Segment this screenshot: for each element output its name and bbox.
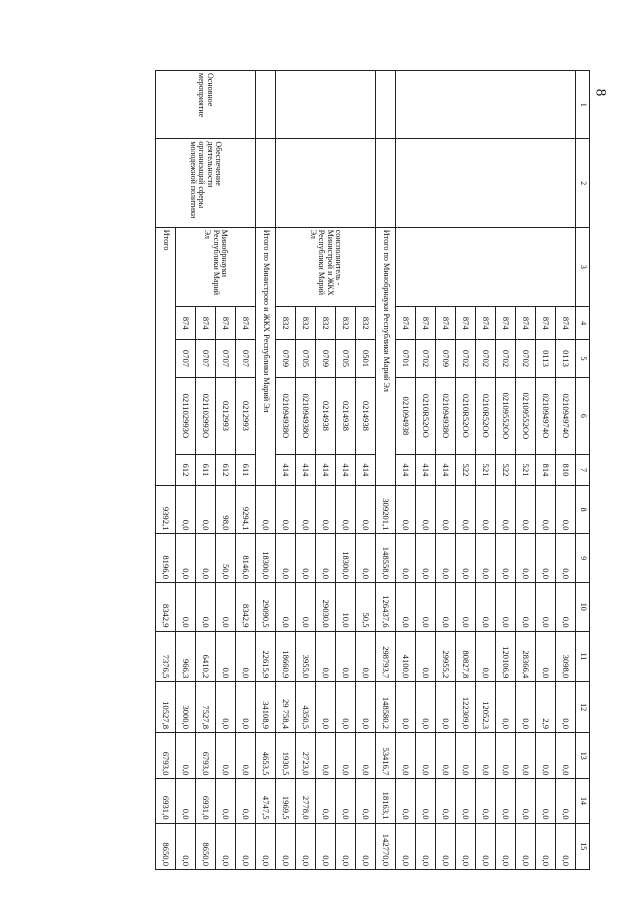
table-cell: 0,0	[396, 682, 416, 733]
total-value: 4653,5	[256, 733, 276, 779]
table-cell: 832	[296, 307, 316, 340]
table-cell: 414	[316, 455, 336, 486]
table-cell: 0214938	[316, 377, 336, 454]
table-cell: 612	[216, 455, 236, 486]
column-number: 2	[576, 139, 590, 227]
total-empty	[376, 139, 396, 227]
table-cell: 021102993О	[176, 377, 196, 454]
table-cell: 0,0	[236, 631, 256, 682]
table-cell: 0,0	[216, 779, 236, 823]
column-number: 7	[576, 455, 590, 486]
table-cell: 874	[496, 307, 516, 340]
table-cell: 0,0	[356, 682, 376, 733]
table-cell: 0709	[276, 340, 296, 378]
table-cell: 0702	[416, 340, 436, 378]
table-cell: 0113	[536, 340, 556, 378]
table-cell: 0,0	[556, 682, 576, 733]
table-cell: 0,0	[296, 583, 316, 632]
table-cell: 611	[196, 455, 216, 486]
table-cell: 0,0	[556, 733, 576, 779]
table-cell: 6931,0	[196, 779, 216, 823]
total-label: Итого	[156, 227, 176, 485]
table-cell: 021094938О	[296, 377, 316, 454]
table-cell: 2723,0	[296, 733, 316, 779]
table-cell: 0,0	[556, 779, 576, 823]
table-cell: 832	[276, 307, 296, 340]
table-cell: 0,0	[336, 823, 356, 869]
table-cell: 966,3	[176, 631, 196, 682]
column-number: 5	[576, 340, 590, 378]
table-cell: 0,0	[416, 682, 436, 733]
table-cell: 1969,5	[276, 779, 296, 823]
table-cell: 0707	[196, 340, 216, 378]
table-cell: 814	[536, 455, 556, 486]
table-cell: 0,0	[316, 631, 336, 682]
total-value: 0,0	[256, 823, 276, 869]
table-cell: 0,0	[236, 682, 256, 733]
table-cell: 0,0	[536, 733, 556, 779]
table-cell: 874	[216, 307, 236, 340]
table-cell: 874	[236, 307, 256, 340]
table-cell: 0,0	[336, 733, 356, 779]
table-cell: 021094938О	[276, 377, 296, 454]
total-value: 298793,7	[376, 631, 396, 682]
table-cell: 0,0	[516, 733, 536, 779]
total-value: 4747,5	[256, 779, 276, 823]
table-cell: 0,0	[536, 485, 556, 534]
table-cell: 0,0	[276, 583, 296, 632]
table-cell: 0,0	[456, 733, 476, 779]
total-value: 126437,6	[376, 583, 396, 632]
column-number: 9	[576, 534, 590, 583]
table-cell: 0,0	[336, 779, 356, 823]
table-cell: 0,0	[436, 733, 456, 779]
total-value: 22615,9	[256, 631, 276, 682]
table-cell: 0,0	[416, 631, 436, 682]
table-cell: 874	[396, 307, 416, 340]
table-cell: 0,0	[336, 485, 356, 534]
table-cell: 522	[496, 455, 516, 486]
table-cell: 0,0	[196, 583, 216, 632]
table-cell: 0,0	[496, 485, 516, 534]
total-value: 6931,0	[156, 779, 176, 823]
table-cell: 0,0	[436, 682, 456, 733]
table-cell: 874	[556, 307, 576, 340]
total-value: 7376,5	[156, 631, 176, 682]
table-cell: 18660,9	[276, 631, 296, 682]
table-cell: 0210R52ОО	[416, 377, 436, 454]
table-cell: 0,0	[196, 485, 216, 534]
table-cell: 0,0	[176, 534, 196, 583]
table-cell: 18300,0	[336, 534, 356, 583]
table-cell: 98,0	[216, 485, 236, 534]
table-cell: 0,0	[416, 534, 436, 583]
table-cell: 0,0	[536, 583, 556, 632]
table-cell: 0,0	[396, 733, 416, 779]
total-value: 8196,0	[156, 534, 176, 583]
description-cell-empty	[276, 139, 376, 227]
column-number: 14	[576, 779, 590, 823]
table-cell: 874	[516, 307, 536, 340]
table-cell: 611	[236, 455, 256, 486]
table-cell: 0,0	[456, 823, 476, 869]
total-value: 53416,7	[376, 733, 396, 779]
table-cell: 0,0	[296, 823, 316, 869]
table-cell: 874	[416, 307, 436, 340]
total-label: Итого по Минобрнауки Республики Марий Эл	[376, 227, 396, 485]
total-value: 0,0	[256, 485, 276, 534]
total-value: 34108,9	[256, 682, 276, 733]
total-row	[376, 71, 396, 870]
table-cell: 0,0	[476, 583, 496, 632]
total-empty	[256, 139, 276, 227]
activity-description: Обеспечение деятельности организаций сферы молодежной политики	[156, 139, 256, 227]
table-cell: 521	[516, 455, 536, 486]
table-cell: 0,0	[216, 631, 236, 682]
table-cell: 6793,0	[196, 733, 216, 779]
table-cell: 0214938	[356, 377, 376, 454]
table-cell: 0,0	[356, 534, 376, 583]
table-cell: 0,0	[236, 733, 256, 779]
table-cell: 0,0	[296, 485, 316, 534]
column-number: 4	[576, 307, 590, 340]
table-cell: 0,0	[216, 583, 236, 632]
table-cell: 0,0	[216, 823, 236, 869]
table-cell: 0,0	[176, 583, 196, 632]
table-cell: 0,0	[496, 823, 516, 869]
total-value: 148580,2	[376, 682, 396, 733]
table-cell: 0,0	[456, 534, 476, 583]
table-cell: 0,0	[356, 485, 376, 534]
table-cell: 832	[316, 307, 336, 340]
table-cell: 521	[476, 455, 496, 486]
total-value: 10527,8	[156, 682, 176, 733]
total-label: Итого по Министрою и ЖКХ Республики Марий Эл	[256, 227, 276, 485]
table-cell: 0701	[396, 340, 416, 378]
table-cell: 0,0	[356, 823, 376, 869]
table-cell: 0,0	[236, 779, 256, 823]
table-cell: 6410,2	[196, 631, 216, 682]
total-value: 309201,1	[376, 485, 396, 534]
table-cell: 8342,9	[236, 583, 256, 632]
table-cell: 0,0	[536, 823, 556, 869]
description-cell-empty	[396, 139, 576, 227]
table-cell: 0501	[356, 340, 376, 378]
table-cell: 0210949З8	[396, 377, 416, 454]
table-cell: 12052,3	[476, 682, 496, 733]
table-cell: 0,0	[336, 682, 356, 733]
table-body	[156, 71, 576, 870]
table-cell: 1930,5	[276, 733, 296, 779]
table-cell: 0,0	[556, 485, 576, 534]
table-cell: 0705	[336, 340, 356, 378]
column-number: 10	[576, 583, 590, 632]
table-cell: 0,0	[316, 823, 336, 869]
table-cell: 874	[176, 307, 196, 340]
table-cell: 120106,9	[496, 631, 516, 682]
table-cell: 0,0	[436, 534, 456, 583]
total-value: 18163,1	[376, 779, 396, 823]
table-cell: 0,0	[196, 534, 216, 583]
table-cell: 8650,0	[196, 823, 216, 869]
table-cell: 50,0	[216, 534, 236, 583]
table-cell: 0,0	[516, 779, 536, 823]
table-cell: 0,0	[416, 823, 436, 869]
table-cell: 3098,0	[556, 631, 576, 682]
table-cell: 0705	[296, 340, 316, 378]
table-cell: 0,0	[396, 823, 416, 869]
table-cell: 0,0	[396, 779, 416, 823]
coexecutor-label: соисполнитель - Министрой и ЖКХ Республики Марий Эл	[276, 227, 376, 306]
budget-table-rotated	[120, 70, 590, 870]
table-cell: 2,9	[536, 682, 556, 733]
column-number: 12	[576, 682, 590, 733]
table-cell: 0,0	[476, 485, 496, 534]
table-cell: 0,0	[336, 631, 356, 682]
total-value: 18300,0	[256, 534, 276, 583]
table-cell: 0,0	[316, 779, 336, 823]
table-cell: 832	[336, 307, 356, 340]
table-cell: 0,0	[436, 485, 456, 534]
table-cell: 7527,8	[196, 682, 216, 733]
column-number: 11	[576, 631, 590, 682]
table-cell: 0,0	[216, 733, 236, 779]
table-cell: 0702	[456, 340, 476, 378]
table-row	[556, 71, 576, 870]
table-cell: 0,0	[456, 485, 476, 534]
table-cell: 874	[456, 307, 476, 340]
table-cell: 4100,0	[396, 631, 416, 682]
table-cell: 0113	[556, 340, 576, 378]
table-cell: 0,0	[176, 823, 196, 869]
table-cell: 0,0	[416, 583, 436, 632]
table-cell: 0214938	[336, 377, 356, 454]
total-value: 6793,0	[156, 733, 176, 779]
table-cell: 0707	[236, 340, 256, 378]
table-cell: 0,0	[536, 631, 556, 682]
total-empty	[376, 71, 396, 139]
column-number: 15	[576, 823, 590, 869]
table-cell: 0,0	[316, 733, 336, 779]
table-cell: 28366,4	[516, 631, 536, 682]
table-cell: 0,0	[416, 733, 436, 779]
table-cell: 0,0	[496, 779, 516, 823]
table-cell: 0,0	[316, 534, 336, 583]
column-number-row	[576, 71, 590, 870]
table-cell: 0,0	[556, 534, 576, 583]
table-cell: 0709	[436, 340, 456, 378]
column-number: 13	[576, 733, 590, 779]
table-cell: 0,0	[276, 534, 296, 583]
table-cell: 021102993О	[196, 377, 216, 454]
table-cell: 0,0	[436, 583, 456, 632]
total-empty	[256, 71, 276, 139]
table-cell: 874	[536, 307, 556, 340]
table-cell: 0,0	[516, 682, 536, 733]
table-cell: 0,0	[476, 823, 496, 869]
table-cell: 0702	[516, 340, 536, 378]
table-cell: 2778,0	[296, 779, 316, 823]
table-cell: 0,0	[176, 485, 196, 534]
table-cell: 0212993	[216, 377, 236, 454]
table-cell: 80827,8	[456, 631, 476, 682]
table-cell: 3955,0	[296, 631, 316, 682]
table-cell: 522	[456, 455, 476, 486]
table-cell: 414	[356, 455, 376, 486]
table-cell: 0,0	[296, 534, 316, 583]
table-cell: 0,0	[316, 682, 336, 733]
activity-cell-empty	[396, 71, 576, 139]
column-number: 6	[576, 377, 590, 454]
table-cell: 3000,0	[176, 682, 196, 733]
table-cell: 0,0	[496, 733, 516, 779]
table-cell: 0,0	[556, 823, 576, 869]
total-value: 9392,1	[156, 485, 176, 534]
total-value: 148558,0	[376, 534, 396, 583]
table-cell: 414	[436, 455, 456, 486]
table-cell: 0,0	[276, 823, 296, 869]
page-number: 8	[592, 88, 609, 97]
table-cell: 0,0	[476, 779, 496, 823]
table-cell: 0,0	[456, 583, 476, 632]
column-number: 1	[576, 71, 590, 139]
table-cell: 0,0	[396, 534, 416, 583]
table-cell: 874	[436, 307, 456, 340]
table-cell: 0,0	[276, 485, 296, 534]
table-cell: 0,0	[176, 779, 196, 823]
table-cell: 122309,0	[456, 682, 476, 733]
table-cell: 021094938О	[436, 377, 456, 454]
table-cell: 414	[416, 455, 436, 486]
table-cell: 50,5	[356, 583, 376, 632]
table-cell: 0,0	[476, 733, 496, 779]
table-cell: 021094974О	[556, 377, 576, 454]
table-cell: 29030,0	[316, 583, 336, 632]
table-row	[236, 71, 256, 870]
table-cell: 0210R52ОО	[476, 377, 496, 454]
column-number: 3	[576, 227, 590, 306]
table-cell: 0,0	[176, 733, 196, 779]
column-number: 8	[576, 485, 590, 534]
table-cell: 02109552ОО	[496, 377, 516, 454]
table-cell: 0,0	[416, 779, 436, 823]
table-cell: 0,0	[356, 779, 376, 823]
table-cell: 0,0	[476, 631, 496, 682]
table-cell: 0,0	[496, 534, 516, 583]
table-cell: 4350,5	[296, 682, 316, 733]
table-cell: 0707	[216, 340, 236, 378]
table-cell: 0,0	[456, 779, 476, 823]
table-cell: 832	[356, 307, 376, 340]
table-cell: 0709	[316, 340, 336, 378]
table-cell: 0,0	[496, 583, 516, 632]
table-cell: 0707	[176, 340, 196, 378]
table-cell: 874	[196, 307, 216, 340]
table-cell: 02109552ОО	[516, 377, 536, 454]
table-cell: 0,0	[436, 823, 456, 869]
total-row	[256, 71, 276, 870]
table-cell: 9294,1	[236, 485, 256, 534]
executor-label: Минобрнауки Республики Марий Эл	[176, 227, 256, 306]
table-cell: 874	[476, 307, 496, 340]
table-cell: 0212993	[236, 377, 256, 454]
table-cell: 0,0	[516, 583, 536, 632]
table-cell: 612	[176, 455, 196, 486]
table-cell: 414	[276, 455, 296, 486]
total-value: 8650,0	[156, 823, 176, 869]
table-cell: 0,0	[316, 485, 336, 534]
table-row	[356, 71, 376, 870]
table-cell: 0,0	[516, 485, 536, 534]
executor-cell-empty	[396, 227, 576, 306]
table-cell: 29 758,4	[276, 682, 296, 733]
table-cell: 8146,0	[236, 534, 256, 583]
table-cell: 0,0	[516, 823, 536, 869]
table-cell: 0,0	[236, 823, 256, 869]
table-cell: 414	[396, 455, 416, 486]
total-value: 8342,9	[156, 583, 176, 632]
table-cell: 0,0	[356, 631, 376, 682]
table-cell: 10,0	[336, 583, 356, 632]
budget-table	[155, 70, 590, 870]
table-cell: 0,0	[496, 682, 516, 733]
table-cell: 0,0	[516, 534, 536, 583]
table-cell: 0,0	[356, 733, 376, 779]
table-cell: 0,0	[396, 485, 416, 534]
table-cell: 0,0	[396, 583, 416, 632]
table-cell: 0,0	[216, 682, 236, 733]
table-cell: 414	[336, 455, 356, 486]
table-cell: 0,0	[556, 583, 576, 632]
table-cell: 0702	[496, 340, 516, 378]
table-cell: 0,0	[476, 534, 496, 583]
table-cell: 021094974О	[536, 377, 556, 454]
table-cell: 0,0	[536, 779, 556, 823]
table-cell: 0210R52ОО	[456, 377, 476, 454]
table-cell: 29955,2	[436, 631, 456, 682]
activity-cell-empty	[276, 71, 376, 139]
table-cell: 0,0	[436, 779, 456, 823]
table-cell: 0,0	[536, 534, 556, 583]
table-cell: 414	[296, 455, 316, 486]
activity-label: Основное мероприятие	[156, 71, 256, 139]
table-cell: 810	[556, 455, 576, 486]
table-cell: 0702	[476, 340, 496, 378]
table-cell: 0,0	[416, 485, 436, 534]
total-value: 142770,0	[376, 823, 396, 869]
total-value: 29090,5	[256, 583, 276, 632]
